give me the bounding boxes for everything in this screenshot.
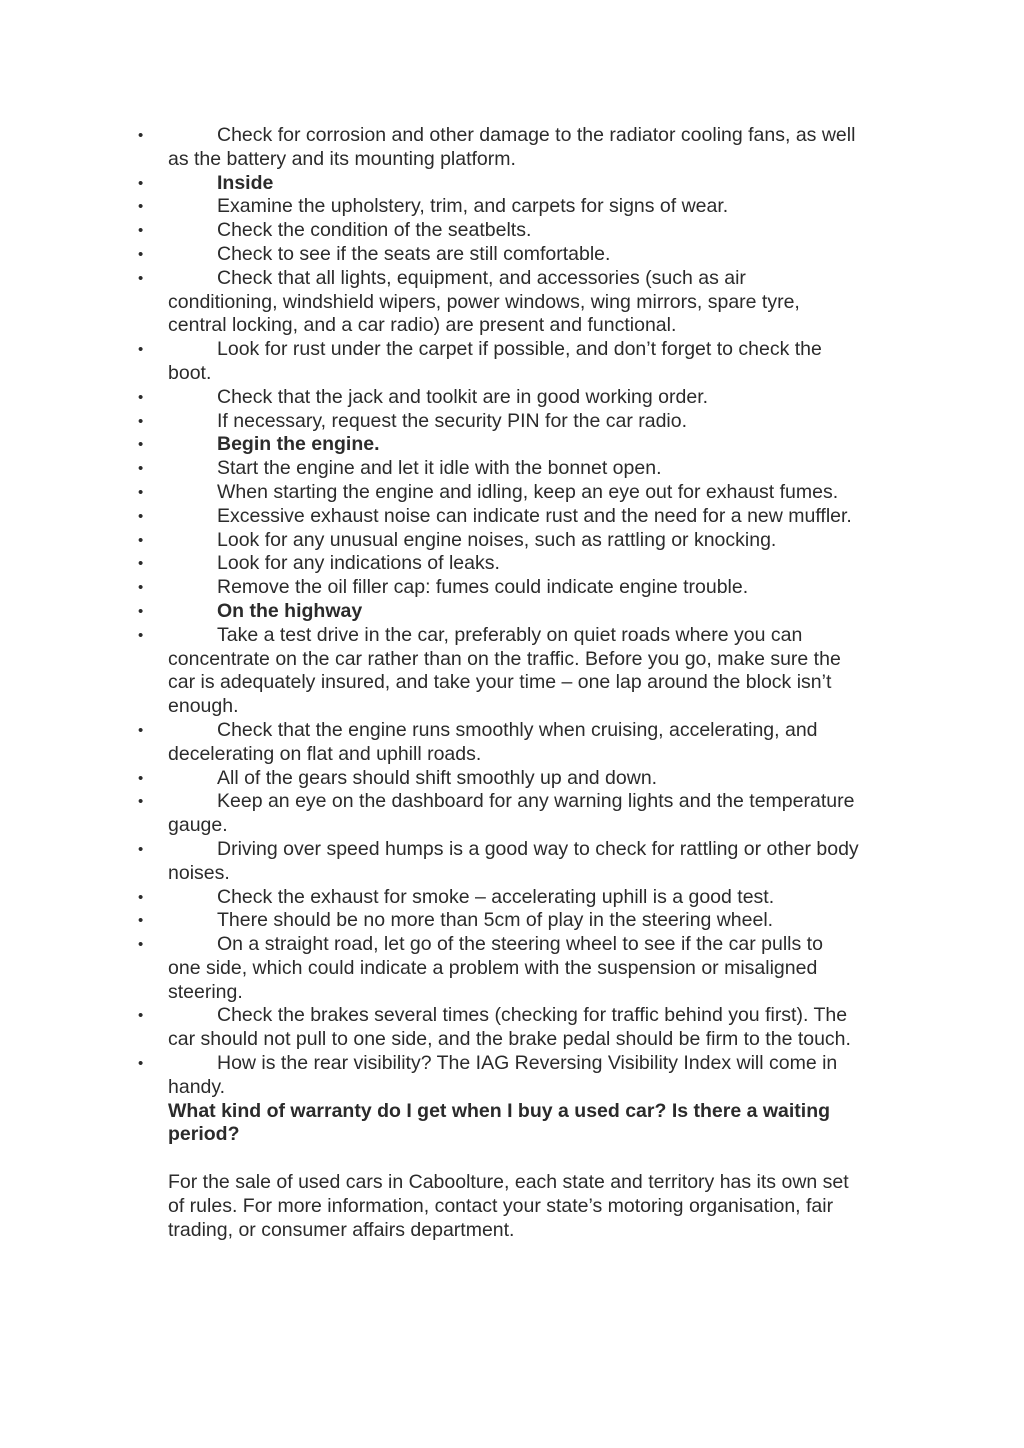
checklist-item <box>0 338 1024 386</box>
bullet-icon: • <box>138 507 144 525</box>
checklist-section-heading <box>0 172 1024 196</box>
checklist-item-text: Check that the engine runs smoothly when cruising, accelerating, and decelerating on flat and uphill roads. <box>168 718 818 765</box>
checklist-item <box>0 481 1024 505</box>
bullet-icon: • <box>138 888 144 906</box>
bullet-icon: • <box>138 793 144 811</box>
checklist-item <box>0 267 1024 338</box>
bullet-icon: • <box>138 626 144 644</box>
checklist-item-text: Take a test drive in the car, preferably on quiet roads where you can concentrate on the car rather than on the traffic. Before you go, make sure the car is adequately insured, and take your time – one lap around the block isn’t enough. <box>168 623 841 718</box>
bullet-icon: • <box>138 245 144 263</box>
checklist-item-text: Check the brakes several times (checking for traffic behind you first). The car should not pull to one side, and the brake pedal should be firm to the touch. <box>168 1004 851 1051</box>
checklist-item-text: How is the rear visibility? The IAG Reversing Visibility Index will come in handy. <box>168 1052 838 1098</box>
checklist-item-text: Keep an eye on the dashboard for any warning lights and the temperature gauge. <box>168 790 855 837</box>
bullet-icon: • <box>138 721 144 739</box>
checklist-item-text: Driving over speed humps is a good way to check for rattling or other body noises. <box>168 837 859 884</box>
bullet-icon: • <box>138 1007 144 1025</box>
checklist-item-text: Check that the jack and toolkit are in good working order. <box>217 385 709 408</box>
checklist-item-text: Check to see if the seats are still comfortable. <box>217 242 611 265</box>
checklist-item-text: Check the condition of the seatbelts. <box>217 219 532 242</box>
checklist-item-text: There should be no more than 5cm of play in the steering wheel. <box>217 909 774 932</box>
bullet-icon: • <box>138 388 144 406</box>
bullet-icon: • <box>138 412 144 430</box>
checklist-item-text: Look for any unusual engine noises, such as rattling or knocking. <box>217 528 777 551</box>
bullet-icon: • <box>138 769 144 787</box>
checklist-item-text: All of the gears should shift smoothly up and down. <box>217 766 658 789</box>
warranty-question: What kind of warranty do I get when I buy a used car? Is there a waiting period? <box>168 1099 831 1146</box>
bullet-icon: • <box>138 198 144 216</box>
bullet-icon: • <box>138 127 144 144</box>
checklist-item-text: When starting the engine and idling, keep an eye out for exhaust fumes. <box>217 480 839 503</box>
checklist-item <box>0 243 1024 267</box>
bullet-icon: • <box>138 579 144 597</box>
bullet-icon: • <box>138 436 144 454</box>
checklist-item-text: Check for corrosion and other damage to the radiator cooling fans, as well as the battery and its mounting platform. <box>168 124 856 170</box>
bullet-icon: • <box>138 174 144 192</box>
checklist <box>0 124 1024 1100</box>
checklist-item <box>0 767 1024 791</box>
checklist-item <box>0 576 1024 600</box>
checklist-item <box>0 457 1024 481</box>
bullet-icon: • <box>138 460 144 478</box>
checklist-item <box>0 886 1024 910</box>
checklist-item <box>0 386 1024 410</box>
checklist-item <box>0 552 1024 576</box>
checklist-section-heading <box>0 600 1024 624</box>
checklist-item <box>0 624 1024 719</box>
checklist-item-text: If necessary, request the security PIN for the car radio. <box>217 409 688 432</box>
bullet-icon: • <box>138 531 144 549</box>
checklist-item <box>0 1004 1024 1052</box>
bullet-icon: • <box>138 555 144 573</box>
bullet-icon: • <box>138 1055 144 1073</box>
document-page <box>0 124 1024 1242</box>
checklist-item <box>0 909 1024 933</box>
checklist-item <box>0 124 1024 172</box>
checklist-item <box>0 719 1024 767</box>
checklist-item-text: Start the engine and let it idle with the bonnet open. <box>217 457 662 480</box>
bullet-icon: • <box>138 912 144 930</box>
bullet-icon: • <box>138 602 144 620</box>
checklist-item-text: Look for any indications of leaks. <box>217 552 500 575</box>
checklist-item-text: Examine the upholstery, trim, and carpets for signs of wear. <box>217 195 729 218</box>
checklist-item <box>0 410 1024 434</box>
checklist-item-text: Look for rust under the carpet if possible, and don’t forget to check the boot. <box>168 338 822 384</box>
bullet-icon: • <box>138 222 144 240</box>
checklist-item-text: Remove the oil filler cap: fumes could indicate engine trouble. <box>217 576 749 599</box>
checklist-item <box>0 505 1024 529</box>
checklist-item <box>0 790 1024 838</box>
bullet-icon: • <box>138 840 144 858</box>
checklist-item <box>0 838 1024 886</box>
checklist-item <box>0 195 1024 219</box>
checklist-item <box>0 529 1024 553</box>
bullet-icon: • <box>138 269 144 287</box>
bullet-icon: • <box>138 483 144 501</box>
checklist-item <box>0 933 1024 1004</box>
checklist-item-text: On the highway <box>217 599 363 622</box>
checklist-section-heading <box>0 433 1024 457</box>
bullet-icon: • <box>138 341 144 359</box>
checklist-item-text: Check the exhaust for smoke – accelerating uphill is a good test. <box>217 885 775 908</box>
checklist-item-text: Begin the engine. <box>217 433 380 456</box>
bullet-icon: • <box>138 936 144 954</box>
checklist-item-text: Excessive exhaust noise can indicate rust and the need for a new muffler. <box>217 504 852 527</box>
checklist-item-text: Check that all lights, equipment, and accessories (such as air conditioning, windshield wipers, power windows, wing mirrors, spare tyre, central locking, and a car radio) are present and functional. <box>168 266 800 337</box>
checklist-item-text: On a straight road, let go of the steering wheel to see if the car pulls to one side, which could indicate a problem with the suspension or misaligned steering. <box>168 933 823 1003</box>
checklist-item <box>0 1052 1024 1100</box>
checklist-item <box>0 219 1024 243</box>
checklist-item-text: Inside <box>217 171 274 194</box>
warranty-answer: For the sale of used cars in Caboolture, each state and territory has its own set of rules. For more information, contact your state’s motoring organisation, fair trading, or consumer affairs department. <box>168 1171 849 1241</box>
